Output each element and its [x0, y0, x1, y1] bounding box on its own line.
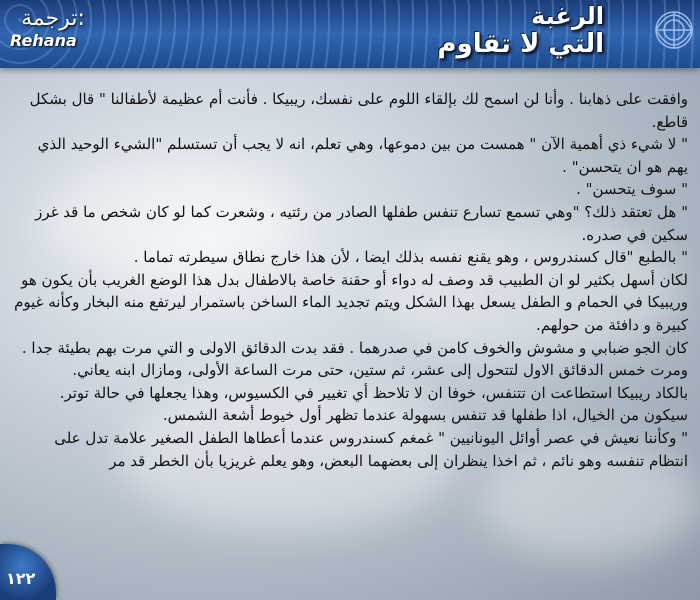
paragraph: ومرت خمس الدقائق الاول لتتحول إلى عشر، ثم ستين، حتى مرت الساعة الأولى، ومازال ابنه يعاني.: [72, 361, 688, 380]
title-line-1: الرغبة: [531, 2, 604, 30]
paragraph: " هل تعتقد ذلك؟ "وهي تسمع تسارع تنفس طفلها الصادر من رئتيه ، وشعرت كما لو كان شخص ما قد غرز سكين في صدره.: [35, 202, 688, 244]
paragraph: " لا شيء ذي أهمية الآن " همست من بين دموعها، وهي تعلم، انه لا يجب أن تستسلم "الشيء الوحيد الذي يهم هو ان يتحسن" .: [37, 135, 688, 176]
corner-ornament-icon: [614, 0, 700, 68]
paragraph: " سوف يتحسن" .: [576, 180, 688, 199]
paragraph: " وكأننا نعيش في عصر أوائل اليونانيين " غمغم كسندروس عندما أعطاها الطفل الصغير علامة تدل على انتظام تنفسه وهو نائم ، ثم اخذا ينظران إلى بعضهما البعض، وهو يعلم غريزيا بأن الخطر قد مر: [54, 428, 688, 470]
paragraph: بالكاد ريبيكا استطاعت ان تتنفس، خوفا ان لا تلاحظ أي تغيير في الكسيوس، وهذا يجعلها في حالة توتر.: [59, 383, 688, 402]
paragraph: كان الجو ضبابي و مشوش والخوف كامن في صدرهما . فقد بدت الدقائق الاولى و التي مرت بهم بطيئة جدا .: [21, 338, 688, 357]
page-number: ١٢٢: [6, 569, 36, 588]
paragraph: لكان أسهل بكثير لو ان الطبيب قد وصف له دواء أو حقنة خاصة بالاطفال بدل هذا الوضع الغريب بأن يكون هو وريبيكا في الحمام و الطفل يسعل بهذا الشكل ويتم تجديد الماء الساخن باستمرار ليرتفع منه البخار وكأنه غيوم كبيرة و دافئة من حولهم.: [14, 270, 688, 334]
paragraph: سيكون من الخيال، اذا طفلها قد تنفس بسهولة عندما تظهر أول خيوط أشعة الشمس.: [162, 406, 688, 425]
translation-label: ترجمة:: [21, 6, 85, 31]
paragraph: وافقت على ذهابنا . وأنا لن اسمح لك بإلقاء اللوم على نفسك، ريبيكا . فأنت أم عظيمة لأطفالنا " قال بشكل قاطع.: [29, 90, 688, 131]
translator-credit: [10, 6, 96, 50]
page-body-text: [12, 88, 688, 472]
book-title: [437, 2, 604, 58]
paragraph: " بالطبع "قال كسندروس ، وهو يقنع نفسه بذلك ايضا ، لأن هذا خارج نطاق سيطرته تماما .: [133, 248, 688, 267]
header-banner: [0, 0, 700, 68]
title-line-2: التي لا تقاوم: [437, 29, 604, 59]
translator-name: Rehana: [10, 31, 77, 50]
